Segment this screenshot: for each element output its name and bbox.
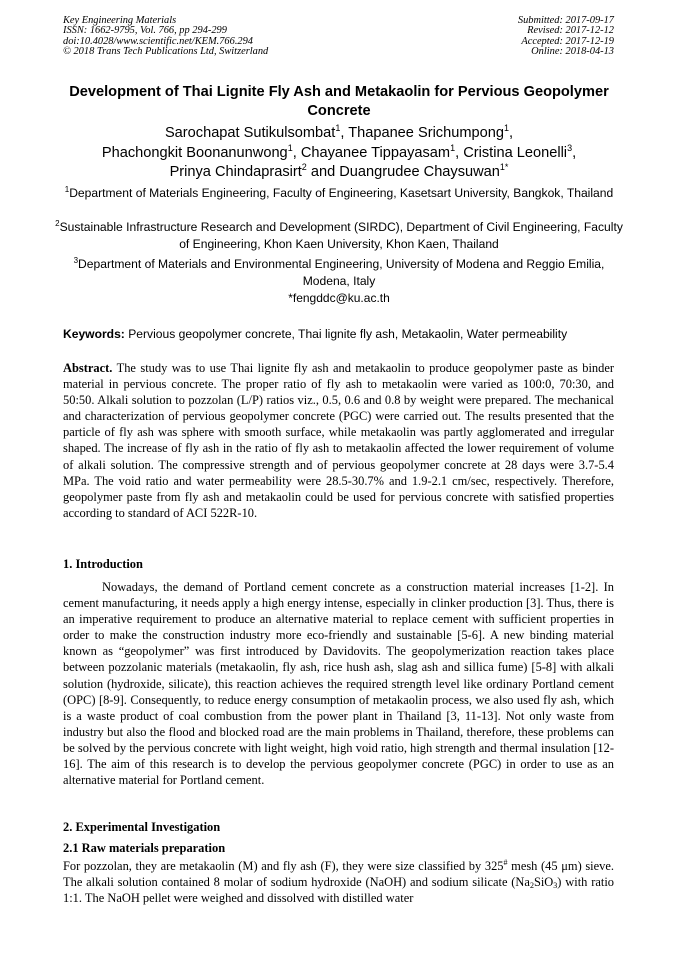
author-affiliation-mark: 1 (335, 123, 341, 133)
affiliation-number: 1 (64, 185, 70, 194)
affiliation-text: Department of Materials and Environmental Engineering, University of Modena and Reggio Emilia, Modena, Italy (78, 257, 605, 288)
author-affiliation-mark: 1 (287, 142, 293, 153)
raw-materials-paragraph (63, 858, 614, 906)
paragraph-text: For pozzolan, they are metakaolin (M) and fly ash (F), they were size classified by 325 (63, 859, 504, 873)
author-affiliation-mark: 2 (301, 162, 307, 172)
journal-header (63, 16, 614, 58)
keywords-label: Keywords: (63, 327, 125, 341)
keywords-text: Pervious geopolymer concrete, Thai lignite fly ash, Metakaolin, Water permeability (128, 327, 568, 341)
affiliation-text: Sustainable Infrastructure Research and Development (SIRDC), Department of Civil Engineering, Faculty of Engineering, Khon Kaen University, Khon Kaen, Thailand (59, 220, 623, 251)
abstract (63, 360, 614, 521)
corresponding-email[interactable]: *fengddc@ku.ac.th (288, 291, 390, 305)
author-separator: , (340, 125, 349, 141)
affiliation-number: 2 (55, 219, 60, 228)
author-separator: , (572, 144, 577, 161)
date-online: Online: 2018-04-13 (531, 46, 614, 58)
affiliation-1 (55, 185, 623, 202)
author-name: Sarochapat Sutikulsombat (164, 125, 336, 141)
paragraph-text: SiO (533, 875, 554, 890)
abstract-label: Abstract. (63, 361, 113, 375)
date-revised: Revised: 2017-12-12 (527, 25, 614, 37)
subsection-heading-raw-materials: 2.1 Raw materials preparation (63, 841, 226, 855)
header-left (63, 16, 268, 58)
author-separator: and (306, 164, 340, 180)
author-list (40, 124, 638, 183)
subscript: 2 (529, 881, 534, 891)
author-separator: , (292, 144, 301, 161)
date-accepted: Accepted: 2017-12-19 (521, 35, 614, 47)
subscript: 3 (553, 881, 558, 891)
paragraph-text: mesh (45 μm) sieve. The alkali solution contained 8 molar of sodium hydroxide (NaOH) and sodium silicate (Na (63, 859, 615, 890)
superscript: # (503, 858, 508, 867)
keywords (63, 327, 618, 341)
journal-doi: doi:10.4028/www.scientific.net/KEM.766.294 (63, 35, 253, 47)
affiliation-3 (55, 256, 623, 290)
journal-name: Key Engineering Materials (63, 15, 177, 26)
author-separator: , (508, 125, 514, 141)
author-affiliation-mark: 1 (450, 142, 456, 153)
paper-title: Development of Thai Lignite Fly Ash and Metakaolin for Pervious Geopolymer Concrete (69, 84, 609, 119)
date-submitted: Submitted: 2017-09-17 (517, 15, 614, 26)
author-affiliation-mark: 1* (499, 162, 509, 172)
affiliation-number: 3 (73, 256, 79, 265)
section-heading-introduction: 1. Introduction (63, 557, 143, 571)
section-heading-experimental: 2. Experimental Investigation (63, 820, 221, 834)
author-name: Prinya Chindaprasirt (169, 164, 302, 180)
author-name: Thapanee Srichumpong (348, 125, 504, 141)
affiliation-2 (55, 219, 623, 253)
author-name: Chayanee Tippayasam (300, 144, 451, 161)
paragraph-text: ) with ratio 1:1. The NaOH pellet were weighed and dissolved with distilled water (63, 875, 614, 906)
author-name: Duangrudee Chaysuwan (339, 164, 500, 180)
journal-issn: ISSN: 1662-9795, Vol. 766, pp 294-299 (63, 25, 227, 37)
affiliation-text: Department of Materials Engineering, Faculty of Engineering, Kasetsart University, Bangkok, Thailand (69, 186, 614, 200)
author-name: Phachongkit Boonanunwong (101, 144, 288, 161)
author-affiliation-mark: 3 (567, 142, 573, 153)
header-right (518, 16, 614, 58)
introduction-paragraph: Nowadays, the demand of Portland cement concrete as a construction material increases [1-2]. In cement manufacturing, it needs apply a high energy intense, especially in clinker production [3]. Thus, there is an imperative requirement to produce an alternative material to replace cement with sufficient properties in order to make the construction industry more eco-friendly and sustainable [5-6]. A new binding material known as “geopolymer” was first introduced by Davidovits. The geopolymerization reaction takes place between pozzolanic materials (metakaolin, fly ash, rice hush ash, slag ash and sillica fume) [5-8] with alkali solution (hydroxide, silicate), this reaction achieves the required strength level like ordinary Portland cement (OPC) [8-9]. Consequently, to reduce energy consumption of metakaolin process, we also used fly ash, which is a waste product of coal combustion from the power plant in Thailand [3, 11-13]. Not only waste from industry but also the flood and blocked road are the main problems in Thailand, therefore, these problems can be solved by the pervious concrete with light weight, high void ratio, high strength and thermal insulation [12-16]. The aim of this research is to develop the pervious geopolymer concrete (PGC) in order to use as an alternative material for Portland cement. (63, 580, 614, 788)
author-name: Cristina Leonelli (463, 144, 568, 161)
journal-copyright: © 2018 Trans Tech Publications Ltd, Switzerland (63, 46, 269, 58)
author-affiliation-mark: 1 (503, 123, 509, 133)
author-separator: , (455, 144, 464, 161)
abstract-text: The study was to use Thai lignite fly ash and metakaolin to produce geopolymer paste as binder material in pervious concrete. The proper ratio of fly ash to metakaolin were varied as 100:0, 70:30, and 50:50. Alkali solution to pozzolan (L/P) ratios viz., 0.5, 0.6 and 0.8 by weight were prepared. The mechanical and characterization of pervious geopolymer concrete (PGC) were carried out. The results presented that the particle of fly ash was sphere with smooth surface, while metakaolin was partly agglomerated and irregular shaped. The increase of fly ash in the ratio of fly ash to metakaolin affected the lower requirement of volume of alkali solution. The compressive strength and of pervious geopolymer concrete at 28 days were 3.7-5.4 MPa. The void ratio and water permeability were 28.5-30.7% and 1.9-2.1 cm/sec, respectively. Therefore, geopolymer paste from fly ash and metakaolin could be used for pervious concrete with satisfied properties according to standard of ACI 522R-10. (63, 361, 615, 520)
